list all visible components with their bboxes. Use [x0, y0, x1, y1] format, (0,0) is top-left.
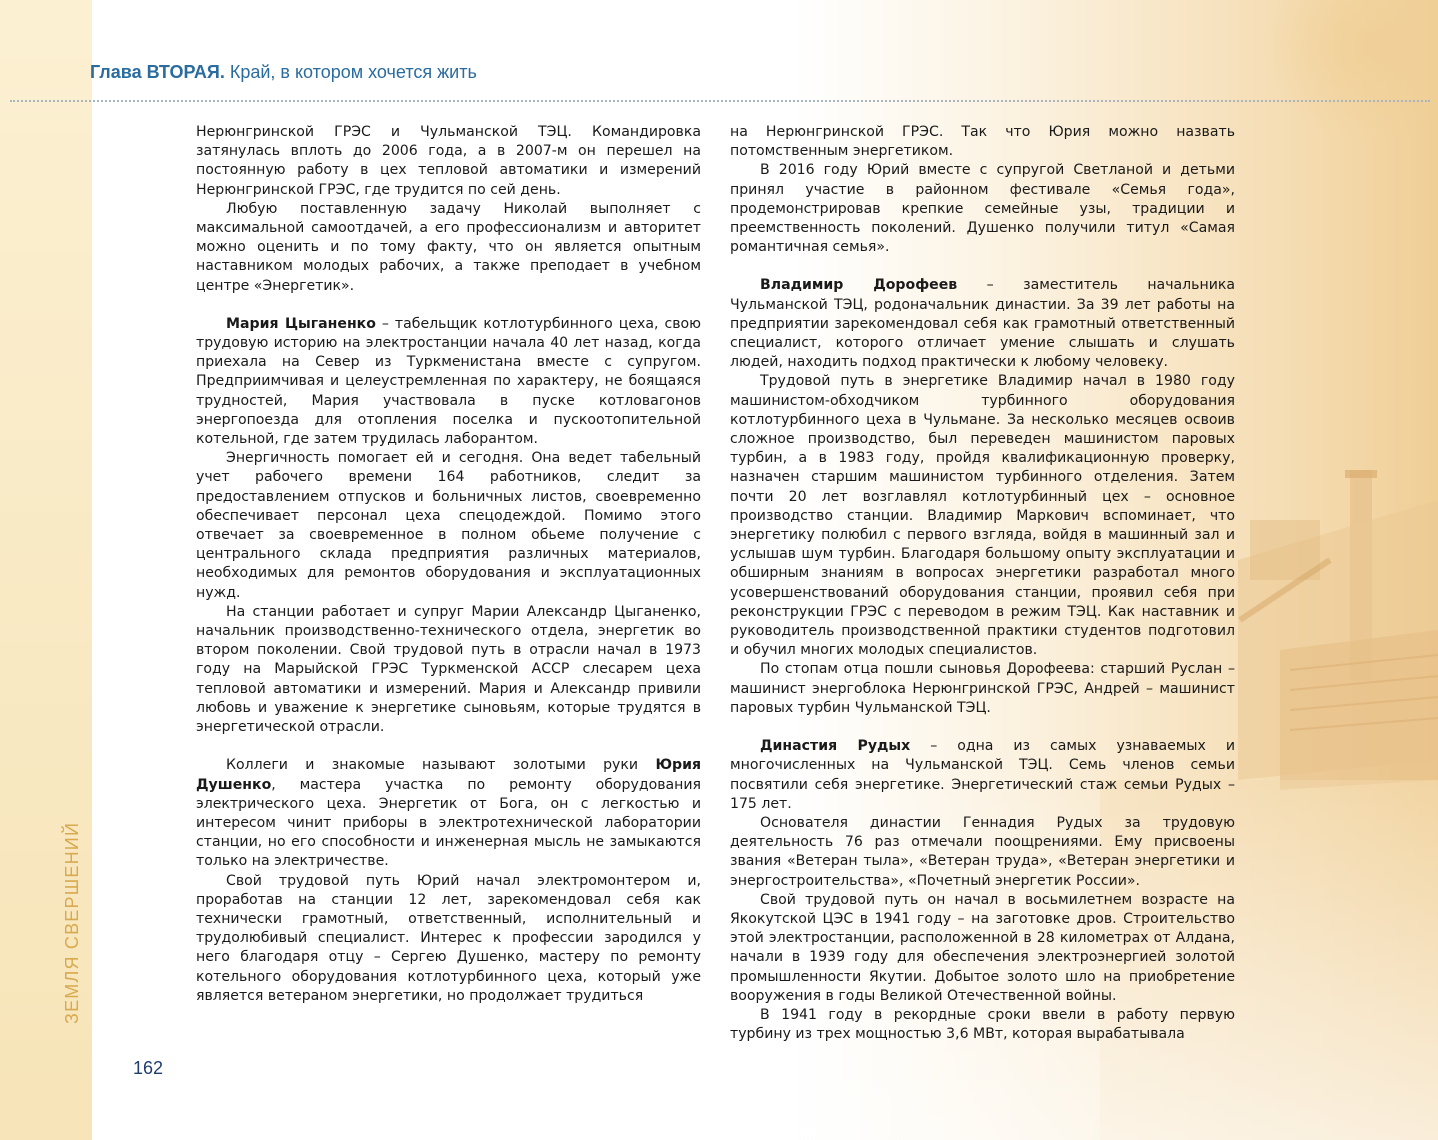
left-text-column — [196, 123, 701, 1006]
paragraph: Свой трудовой путь он начал в восьмилетнем возрасте на Якокутской ЦЭС в 1941 году – на заготовке дров. Строительство этой электростанции, расположенной в 28 километрах от Алдана, начали в 1939 году для обеспечения электроэнергией золотой промышленности Якутии. Добытое золото шло на приобретение вооружения в годы Великой Отечественной войны. — [730, 891, 1235, 1004]
right-text-column — [730, 123, 1235, 1044]
header-divider — [10, 100, 1430, 102]
paragraph: на Нерюнгринской ГРЭС. Так что Юрия можно назвать потомственным энергетиком. — [730, 124, 1235, 160]
paragraph: Энергичность помогает ей и сегодня. Она ведет табельный учет рабочего времени 164 работников, следит за предоставлением отпусков и больничных листов, своевременно обеспечивает персонал цеха спецодеждой. Помимо этого отвечает за своевременное в полном обьеме получение с центрального склада предприятия различных материалов, необходимых для ремонтов оборудования и эксплуатационных нужд. — [196, 450, 701, 601]
paragraph: Трудовой путь в энергетике Владимир начал в 1980 году машинистом-обходчиком турбинного оборудования котлотурбинного цеха в Чульмане. За несколько месяцев освоив сложное производство, был переведен машинистом паровых турбин, а в 1983 году, пройдя квалификационную проверку, назначен старшим машинистом турбинного отделения. Затем почти 20 лет возглавлял котлотурбинный цех – основное производство станции. Владимир Маркович вспоминает, что энергетику полюбил с первого взгляда, войдя в машинный зал и услышав шум турбин. Благодаря большому опыту эксплуатации и обширным знаниям в вопросах энергетики разработал много усовершенствований оборудования станции, проявил себя при реконструкции ГРЭС с переводом в режим ТЭЦ. Как наставник и руководитель производственной практики студентов подготовил и обучил многих молодых специалистов. — [730, 373, 1235, 659]
paragraph: В 2016 году Юрий вместе с супругой Светланой и детьми принял участие в районном фестивале «Семья года», продемонстрировав крепкие семейные узы, традиции и преемственность поколений. Душенко получили титул «Самая романтичная семья». — [730, 162, 1235, 256]
paragraph: На станции работает и супруг Марии Александр Цыганенко, начальник производственно-технического отдела, энергетик во втором поколении. Свой трудовой путь в отрасли начал в 1973 году на Марыйской ГРЭС Туркменской АССР слесарем цеха тепловой автоматики и измерений. Мария и Александр привили любовь и уважение к энергетике сыновьям, которые трудятся в энергетической отрасли. — [196, 603, 701, 736]
paragraph: Основателя династии Геннадия Рудых за трудовую деятельность 76 раз отмечали поощрениями. Ему присвоены звания «Ветеран тыла», «Ветеран труда», «Ветеран энергетики и энергостроительства», «Почетный энергетик России». — [730, 814, 1235, 889]
person-name: Мария Цыганенко — [226, 315, 376, 332]
paragraph: В 1941 году в рекордные сроки ввели в работу первую турбину из трех мощностью 3,6 МВт, которая вырабатывала — [730, 1006, 1235, 1043]
paragraph-text: – табельщик котлотурбинного цеха, свою трудовую историю на электростанции начала 40 лет назад, когда приехала на Север из Туркменистана вместе с супругом. Предприимчивая и целеустремленная по характеру, не боящаяся трудностей, Мария участвовала в пуске котловагонов энергопоезда для отопления поселка и пускоотопительной котельной, где затем трудилась лаборантом. — [196, 315, 701, 448]
paragraph-text: , мастера участка по ремонту оборудования электрического цеха. Энергетик от Бога, он с легкостью и интересом чинит приборы в электротехнической лаборатории станции, но его способности и инженерная мысль не замыкаются только на электричестве. — [196, 776, 701, 870]
chapter-title: Край, в котором хочется жить — [229, 62, 477, 82]
page-number: 162 — [133, 1058, 164, 1078]
paragraph — [730, 276, 1235, 372]
paragraph: Любую поставленную задачу Николай выполняет с максимальной самоотдачей, а его профессионализм и авторитет можно оценить и по тому факту, что он является опытным наставником молодых рабочих, а также преподает в учебном центре «Энергетик». — [196, 200, 701, 294]
paragraph — [196, 756, 701, 871]
paragraph-text: – одна из самых узнаваемых и многочисленных на Чульманской ТЭЦ. Семь членов семьи посвятили себя энергетике. Энергетический стаж семьи Рудых – 175 лет. — [730, 738, 1235, 812]
paragraph: Свой трудовой путь Юрий начал электромонтером и, проработав на станции 12 лет, зарекомендовал себя как технически грамотный, ответственный, исполнительный и трудолюбивый специалист. Интерес к профессии зародился у него благодаря отцу – Сергею Душенко, мастеру по ремонту котельного оборудования котлотурбинного цеха, который уже является ветераном энергетики, но продолжает трудиться — [196, 872, 701, 1004]
paragraph: Нерюнгринской ГРЭС и Чульманской ТЭЦ. Командировка затянулась вплоть до 2006 года, а в 2007-м он перешел на постоянную работу в цех тепловой автоматики и измерений Нерюнгринской ГРЭС, где трудится по сей день. — [196, 124, 701, 198]
paragraph: По стопам отца пошли сыновья Дорофеева: старший Руслан – машинист энергоблока Нерюнгринской ГРЭС, Андрей – машинист паровых турбин Чульманской ТЭЦ. — [730, 661, 1235, 716]
paragraph-text: Коллеги и знакомые называют золотыми руки — [226, 757, 656, 774]
paragraph — [196, 315, 701, 449]
person-name: Юрия Душенко — [196, 757, 701, 793]
person-name: Владимир Дорофеев — [760, 277, 958, 294]
paragraph-text: – заместитель начальника Чульманской ТЭЦ, родоначальник династии. За 39 лет работы на предприятии зарекомендовал себя как грамотный ответственный специалист, которого отличает умение слышать и слушать людей, находить подход практически к любому человеку. — [730, 277, 1235, 371]
paragraph — [730, 737, 1235, 814]
chapter-label: Глава ВТОРАЯ. — [90, 62, 225, 82]
spine-title: ЗЕМЛЯ СВЕРШЕНИЙ — [62, 821, 82, 1024]
chapter-header — [90, 62, 477, 83]
person-name: Династия Рудых — [760, 738, 911, 755]
